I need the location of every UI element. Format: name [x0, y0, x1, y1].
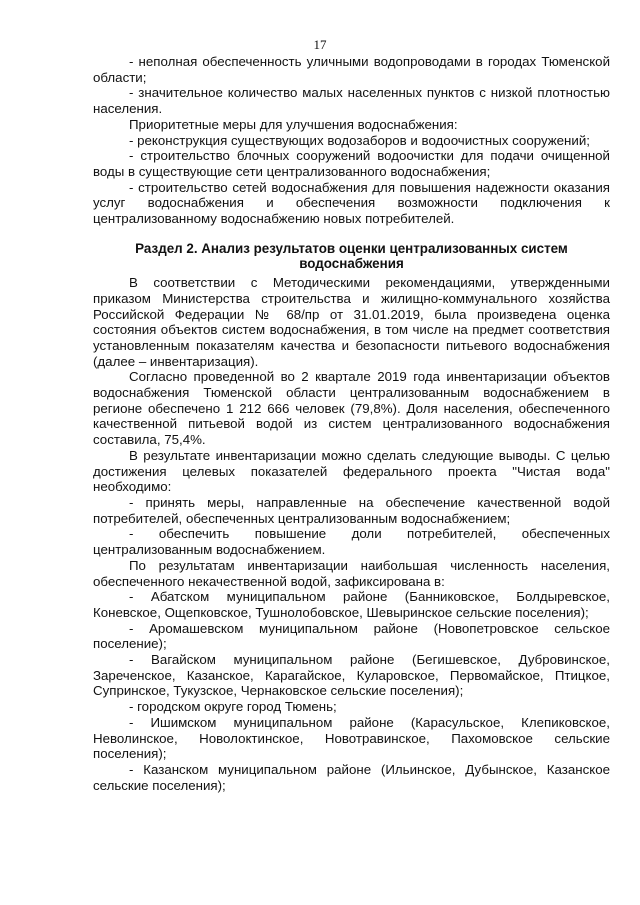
page-number: 17 — [313, 37, 327, 52]
list-item-quality-measures: - принять меры, направленные на обеспечение качественной водой потребителей, обеспеченных централизованным водоснабжением; — [93, 494, 610, 526]
list-item-abatsky: - Абатском муниципальном районе (Банниковское, Болдыревское, Коневское, Ощепковское, Тушнолобовское, Шевыринское сельские поселения); — [93, 589, 610, 620]
document-body — [93, 54, 610, 793]
list-item-aromashevsky: - Аромашевском муниципальном районе (Новопетровское сельское поселение); — [93, 620, 610, 652]
section-heading — [93, 241, 610, 272]
priority-measures-intro: Приоритетные меры для улучшения водоснабжения: — [129, 116, 458, 132]
section-heading-line-1: Раздел 2. Анализ результатов оценки централизованных систем — [135, 240, 568, 256]
list-item-small-settlements: - значительное количество малых населенных пунктов с низкой плотностью населения. — [93, 85, 610, 117]
list-item-tyumen: - городском округе город Тюмень; — [129, 699, 337, 715]
list-item-increase-share: - обеспечить повышение доли потребителей, обеспеченных централизованным водоснабжением. — [93, 526, 610, 558]
section-heading-line-2: водоснабжения — [299, 256, 404, 272]
paragraph-methodology: В соответствии с Методическими рекомендациями, утвержденными приказом Министерства строительства и жилищно-коммунального хозяйства Российской Федерации № 68/пр от 31.01.2019, была произведена оценка состояния объектов систем водоснабжения, в том числе на предмет соответствия установленным показателям качества и безопасности питьевого водоснабжения (далее – инвентаризация). — [93, 275, 610, 369]
list-item-kazansky: - Казанском муниципальном районе (Ильинское, Дубынское, Казанское сельские поселения); — [93, 761, 610, 793]
list-item-ishimsky: - Ишимском муниципальном районе (Карасульское, Клепиковское, Неволинское, Новолоктинское, Новотравинское, Пахомовское сельские поселения); — [93, 714, 610, 762]
list-item-network-construction: - строительство сетей водоснабжения для повышения надежности оказания услуг водоснабжения и обеспечения возможности подключения к централизованному водоснабжению новых потребителей. — [93, 179, 610, 227]
list-item-pipelines: - неполная обеспеченность уличными водопроводами в городах Тюменской области; — [93, 54, 610, 85]
paragraph-largest-population: По результатам инвентаризации наибольшая численность населения, обеспеченного некачественной водой, зафиксирована в: — [93, 557, 610, 589]
paragraph-inventory-results: Согласно проведенной во 2 квартале 2019 года инвентаризации объектов водоснабжения Тюменской области централизованным водоснабжением в регионе обеспечено 1 212 666 человек (79,8%). Доля населения, обеспеченного качественной питьевой водой из систем централизованного водоснабжения составила, 75,4%. — [93, 369, 610, 448]
list-item-reconstruction: - реконструкция существующих водозаборов и водоочистных сооружений; — [129, 132, 590, 148]
paragraph-conclusions-intro: В результате инвентаризации можно сделать следующие выводы. С целью достижения целевых показателей федерального проекта "Чистая вода" необходимо: — [93, 447, 610, 495]
list-item-block-treatment: - строительство блочных сооружений водоочистки для подачи очищенной воды в существующие сети централизованного водоснабжения; — [93, 148, 610, 179]
list-item-vagaysky: - Вагайском муниципальном районе (Бегишевское, Дубровинское, Зареченское, Казанское, Карагайское, Куларовское, Первомайское, Птицкое, Супринское, Тукузское, Чернаковское сельские поселения); — [93, 652, 610, 699]
